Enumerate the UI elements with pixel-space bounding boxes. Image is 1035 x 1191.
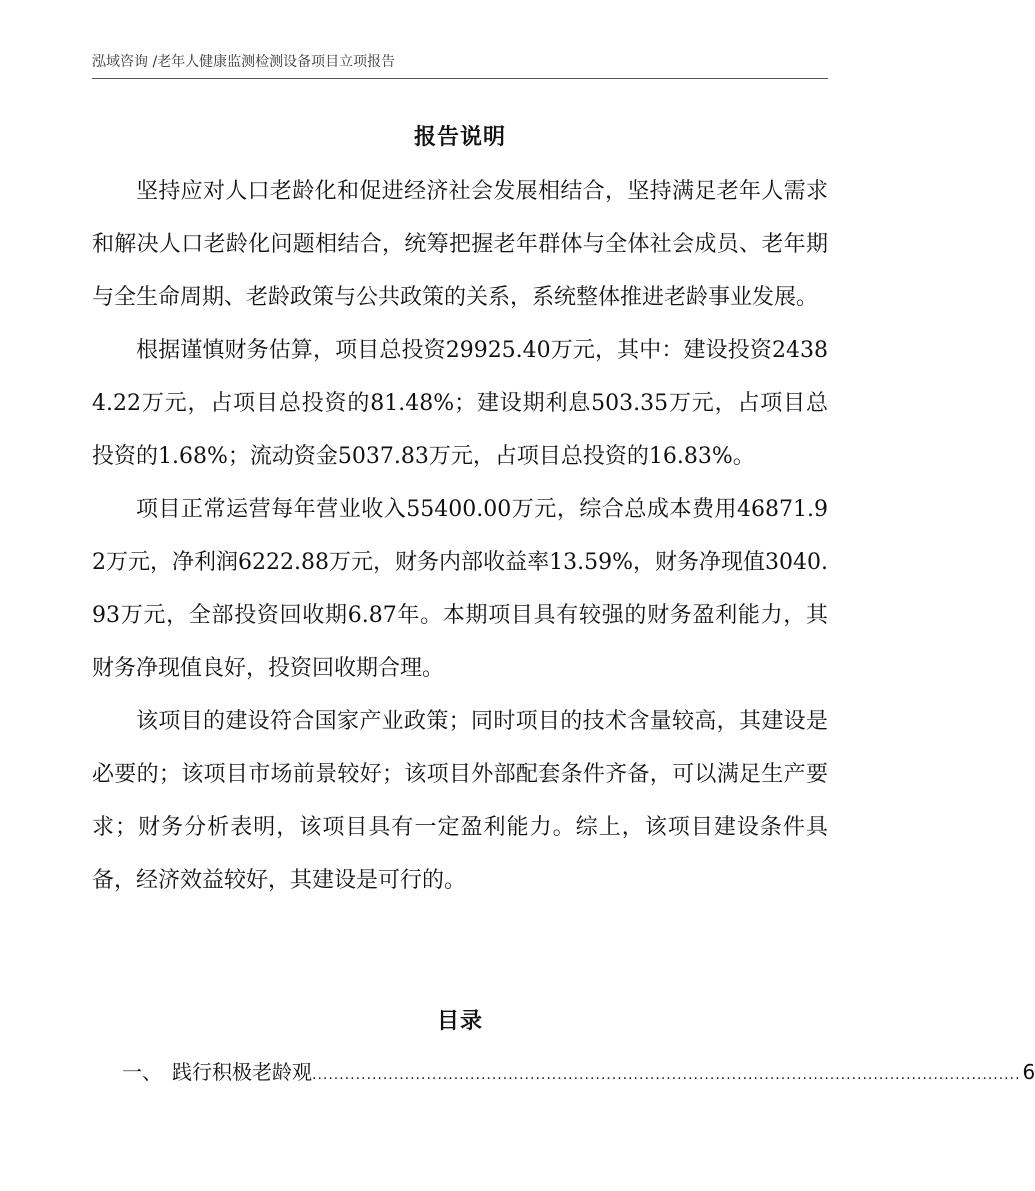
report-body (92, 165, 828, 907)
toc-entry[interactable] (122, 1057, 1035, 1090)
toc-entry-number: 一、 (122, 1060, 162, 1084)
report-title: 报告说明 (413, 125, 506, 150)
header-divider (92, 78, 828, 79)
toc-leader-dots: .................................................................................................................................. (312, 1067, 1021, 1083)
paragraph-revenue: 项目正常运营每年营业收入55400.00万元，综合总成本费用46871.92万元，净利润6222.88万元，财务内部收益率13.59%，财务净现值3040.93万元，全部投资回收期6.87年。本期项目具有较强的财务盈利能力，其财务净现值良好，投资回收期合理。 (92, 497, 828, 681)
toc-entry-page[interactable]: 6 (1022, 1060, 1035, 1084)
toc-title: 目录 (436, 1009, 483, 1034)
paragraph-investment: 根据谨慎财务估算，项目总投资29925.40万元，其中：建设投资24384.22万元，占项目总投资的81.48%；建设期利息503.35万元，占项目总投资的1.68%；流动资金5037.83万元，占项目总投资的16.83%。 (92, 338, 828, 469)
table-of-contents (122, 1057, 1035, 1090)
paragraph-policy: 坚持应对人口老龄化和促进经济社会发展相结合，坚持满足老年人需求和解决人口老龄化问题相结合，统筹把握老年群体与全体社会成员、老年期与全生命周期、老龄政策与公共政策的关系，系统整体推进老龄事业发展。 (92, 179, 828, 310)
toc-entry-label[interactable]: 践行积极老龄观 (172, 1060, 312, 1084)
paragraph-conclusion: 该项目的建设符合国家产业政策；同时项目的技术含量较高，其建设是必要的；该项目市场前景较好；该项目外部配套条件齐备，可以满足生产要求；财务分析表明，该项目具有一定盈利能力。综上，该项目建设条件具备，经济效益较好，其建设是可行的。 (92, 709, 828, 893)
page-header: 泓域咨询 /老年人健康监测检测设备项目立项报告 (92, 54, 396, 70)
